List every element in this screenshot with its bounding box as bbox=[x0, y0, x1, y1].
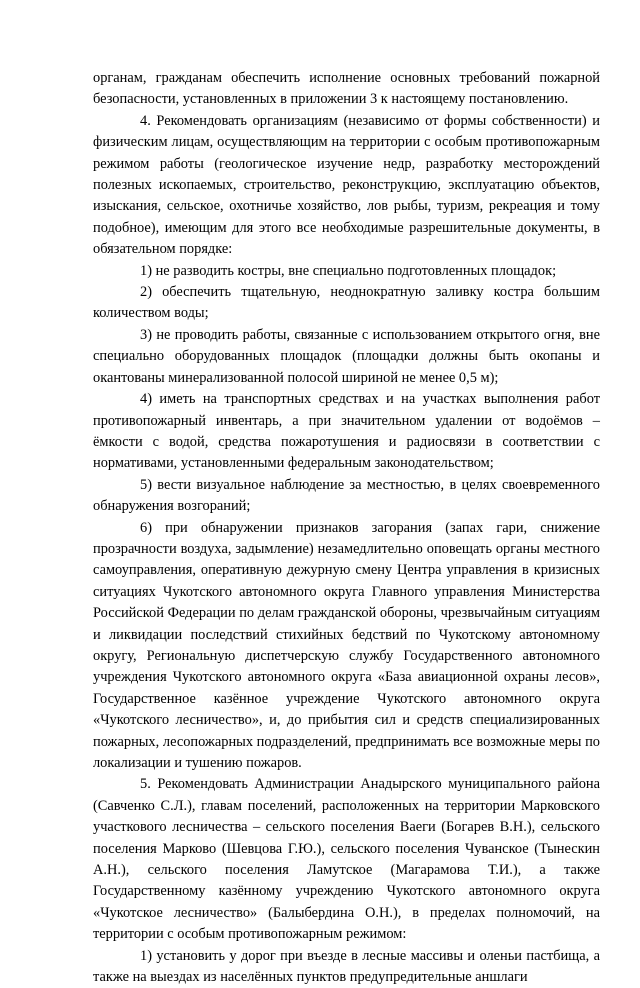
paragraph-item-5-subitem-1: 1) установить у дорог при въезде в лесные массивы и оленьи пастбища, а также на выездах из населённых пунктов предупредительные аншлаги bbox=[93, 947, 600, 986]
paragraph-continuation: органам, гражданам обеспечить исполнение основных требований пожарной безопасности, установленных в приложении 3 к настоящему постановлению. bbox=[93, 70, 600, 108]
paragraph-item-5: 5. Рекомендовать Администрации Анадырского муниципального района (Савченко С.Л.), главам поселений, расположенных на территории Марковского участкового лесничества – сельского поселения Ваеги (Богарев В.Н.), сельского поселения Марково (Шевцова Г.Ю.), сельского поселения Чуванское (Тынескин А.Н.), сельского поселения Ламутское (Магарамова Т.И.), а также Государственному казённому учреждению Чукотского автономного округа «Чукотское лесничество» (Балыбердина О.Н.), в пределах полномочий, на территории с особым противопожарным режимом: bbox=[93, 776, 600, 943]
document-body bbox=[93, 68, 600, 988]
paragraph-item-4: 4. Рекомендовать организациям (независимо от формы собственности) и физическим лицам, осуществляющим на территории с особым противопожарным режимом работы (геологическое изучение недр, разработку месторождений полезных ископаемых, строительство, реконструкцию, эксплуатацию объектов, изыскания, сельское, охотничье хозяйство, лов рыбы, туризм, рекреация и тому подобное), имеющим для этого все необходимые разрешительные документы, в обязательном порядке: bbox=[93, 112, 600, 258]
paragraph-subitem-4: 4) иметь на транспортных средствах и на участках выполнения работ противопожарный инвентарь, а при значительном удалении от водоёмов – ёмкости с водой, средства пожаротушения и радиосвязи в соответствии с нормативами, установленными федеральным законодательством; bbox=[93, 391, 600, 472]
paragraph-subitem-2: 2) обеспечить тщательную, неоднократную заливку костра большим количеством воды; bbox=[93, 284, 600, 322]
paragraph-subitem-5: 5) вести визуальное наблюдение за местностью, в целях своевременного обнаружения возгораний; bbox=[93, 476, 600, 515]
paragraph-subitem-1: 1) не разводить костры, вне специально подготовленных площадок; bbox=[140, 262, 557, 279]
paragraph-subitem-6: 6) при обнаружении признаков загорания (запах гари, снижение прозрачности воздуха, задымление) незамедлительно оповещать органы местного самоуправления, оперативную дежурную смену Центра управления в кризисных ситуациях Чукотского автономного округа Главного управления Министерства Российской Федерации по делам гражданской обороны, чрезвычайным ситуациям и ликвидации последствий стихийных бедствий по Чукотскому автономному округу, Региональную диспетчерскую службу Государственного автономного учреждения Чукотского автономного округа «База авиационной охраны лесов», Государственное казённое учреждение Чукотского автономного округа «Чукотского лесничество», и, до прибытия сил и средств специализированных пожарных, лесопожарных подразделений, предпринимать все возможные меры по локализации и тушению пожаров. bbox=[93, 519, 600, 771]
paragraph-subitem-3: 3) не проводить работы, связанные с использованием открытого огня, вне специально оборудованных площадок (площадки должны быть окопаны и окантованы минерализованной полосой шириной не менее 0,5 м); bbox=[93, 326, 600, 386]
